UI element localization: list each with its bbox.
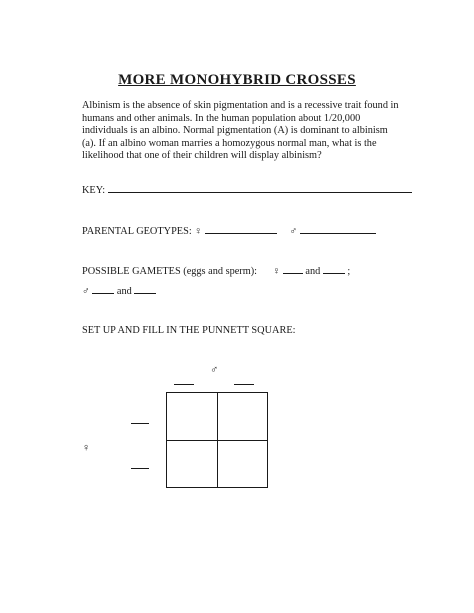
parents-label: PARENTAL GEOTYPES: xyxy=(82,226,192,237)
gametes-line-male xyxy=(82,284,156,298)
male-allele-blank-2[interactable] xyxy=(234,384,254,385)
female-gamete-blank-1[interactable] xyxy=(283,264,303,274)
punnett-horizontal-divider xyxy=(167,440,267,441)
key-label: KEY: xyxy=(82,185,106,196)
male-gamete-blank-1[interactable] xyxy=(92,284,114,294)
male-allele-blank-1[interactable] xyxy=(174,384,194,385)
punnett-square[interactable] xyxy=(166,392,268,488)
key-line xyxy=(82,183,412,197)
male-genotype-blank[interactable] xyxy=(300,224,376,234)
and-word: and xyxy=(116,286,132,297)
intro-paragraph: Albinism is the absence of skin pigmentation and is a recessive trait found in humans and other animals. In the human population about 1/20,000 individuals is an albino. Normal pigmentation (A) is dominant to albinism (a). If an albino woman marries a homozygous normal man, what is the likelihood that one of their children will display albinism? xyxy=(82,100,399,162)
gametes-label: POSSIBLE GAMETES (eggs and sperm): xyxy=(82,266,258,277)
semicolon: ; xyxy=(347,266,351,277)
female-genotype-blank[interactable] xyxy=(205,224,277,234)
page-title: MORE MONOHYBRID CROSSES xyxy=(118,72,356,88)
female-allele-blank-2[interactable] xyxy=(131,468,149,469)
punnett-male-symbol: ♂ xyxy=(210,364,219,376)
key-blank[interactable] xyxy=(108,183,412,193)
female-symbol: ♀ xyxy=(194,226,202,237)
male-gamete-blank-2[interactable] xyxy=(134,284,156,294)
female-gamete-blank-2[interactable] xyxy=(323,264,345,274)
gametes-line-female xyxy=(82,264,350,278)
punnett-instruction: SET UP AND FILL IN THE PUNNETT SQUARE: xyxy=(82,325,296,336)
punnett-female-symbol: ♀ xyxy=(82,442,91,454)
male-symbol: ♂ xyxy=(289,226,298,237)
and-word: and xyxy=(305,266,321,277)
female-symbol: ♀ xyxy=(272,266,281,277)
parental-genotypes-line xyxy=(82,224,376,238)
male-symbol: ♂ xyxy=(82,286,90,297)
female-allele-blank-1[interactable] xyxy=(131,423,149,424)
